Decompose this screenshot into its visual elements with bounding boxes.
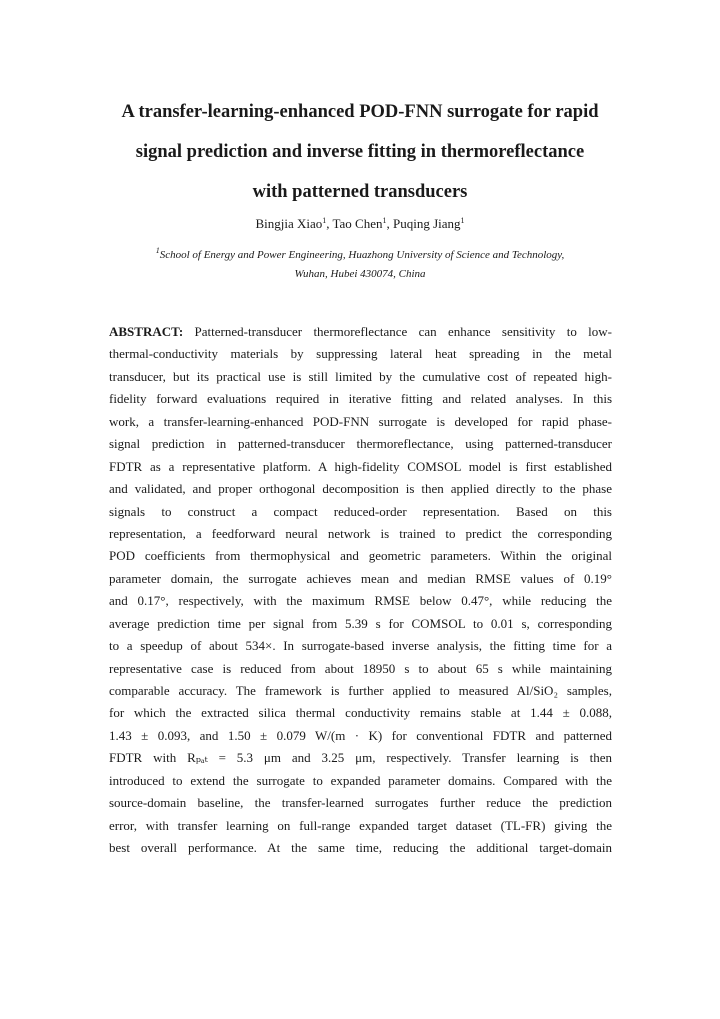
author-list: Bingjia Xiao$^1$, Tao Chen$^1$, Puqing Jiang$^1$ [255, 216, 465, 231]
abstract-heading: ABSTRACT: [109, 324, 184, 339]
abstract-line: representative case is reduced from about 18950 s to about 65 s while maintaining [109, 660, 612, 676]
affiliation-line: Wuhan, Hubei 430074, China [294, 268, 426, 280]
abstract-line: introduced to extend the surrogate to expanded parameter domains. Compared with the [109, 772, 612, 788]
abstract-line: parameter domain, the surrogate achieves mean and median RMSE values of 0.19° [109, 570, 612, 586]
affiliation-marker: 1 [322, 216, 327, 225]
abstract-line: FDTR as a representative platform. A high-fidelity COMSOL model is first established [109, 458, 612, 474]
title-line: signal prediction and inverse fitting in thermoreflectance [135, 142, 585, 162]
abstract [109, 321, 612, 860]
abstract-line: POD coefficients from thermophysical and geometric parameters. Within the original [109, 548, 612, 564]
abstract-line: average prediction time per signal from 5.39 s for COMSOL to 0.01 s, corresponding [109, 615, 612, 631]
abstract-line: and 0.17°, respectively, with the maximum RMSE below 0.47°, while reducing the [109, 593, 612, 609]
abstract-line: fidelity forward evaluations required in iterative fitting and related analyses. In this [109, 391, 612, 407]
abstract-text: Patterned-transducer thermoreflectance can enhance sensitivity to low- [194, 324, 613, 339]
abstract-line: 1.43 ± 0.093, and 1.50 ± 0.079 W/(m · K) for conventional FDTR and patterned [109, 727, 612, 743]
abstract-line: transducer, but its practical use is still limited by the cumulative cost of repeated high- [109, 368, 612, 384]
abstract-line: error, with transfer learning on full-range expanded target dataset (TL-FR) giving the [109, 817, 612, 833]
abstract-line: work, a transfer-learning-enhanced POD-FNN surrogate is developed for rapid phase- [109, 413, 612, 429]
abstract-line: comparable accuracy. The framework is further applied to measured Al/SiO₂ samples, [109, 683, 612, 698]
abstract-line: FDTR with Rₚₐₜ = 5.3 μm and 3.25 μm, respectively. Transfer learning is then [109, 750, 612, 766]
affiliation-text: School of Energy and Power Engineering, Huazhong University of Science and Technology, [159, 249, 565, 261]
affiliation-marker: 1 [460, 216, 465, 225]
abstract-line: source-domain baseline, the transfer-learned surrogates further reduce the prediction [109, 795, 612, 811]
abstract-line [109, 321, 612, 343]
abstract-line: and validated, and proper orthogonal decomposition is then applied directly to the phase [109, 481, 612, 497]
abstract-line: to a speedup of about 534×. In surrogate-based inverse analysis, the fitting time for a [109, 638, 612, 654]
affiliation-marker: 1 [155, 246, 160, 255]
title-line: with patterned transducers [252, 182, 468, 202]
abstract-line: signals to construct a compact reduced-order representation. Based on this [109, 503, 612, 519]
abstract-line: signal prediction in patterned-transducer thermoreflectance, using patterned-transducer [109, 436, 612, 452]
author-name: Puqing Jiang [393, 216, 461, 231]
abstract-line: best overall performance. At the same time, reducing the additional target-domain [109, 840, 612, 856]
affiliation-line [60, 246, 660, 265]
title-line: A transfer-learning-enhanced POD-FNN surrogate for rapid [121, 102, 599, 122]
author-name: Bingjia Xiao [255, 216, 323, 231]
author-name: Tao Chen [332, 216, 383, 231]
abstract-line: for which the extracted silica thermal conductivity remains stable at 1.44 ± 0.088, [109, 705, 612, 721]
affiliation [60, 246, 660, 284]
paper-title [80, 92, 640, 212]
affiliation-marker: 1 [382, 216, 387, 225]
abstract-line: representation, a feedforward neural network is trained to predict the corresponding [109, 525, 612, 541]
abstract-line: thermal-conductivity materials by suppressing lateral heat spreading in the metal [109, 346, 612, 362]
